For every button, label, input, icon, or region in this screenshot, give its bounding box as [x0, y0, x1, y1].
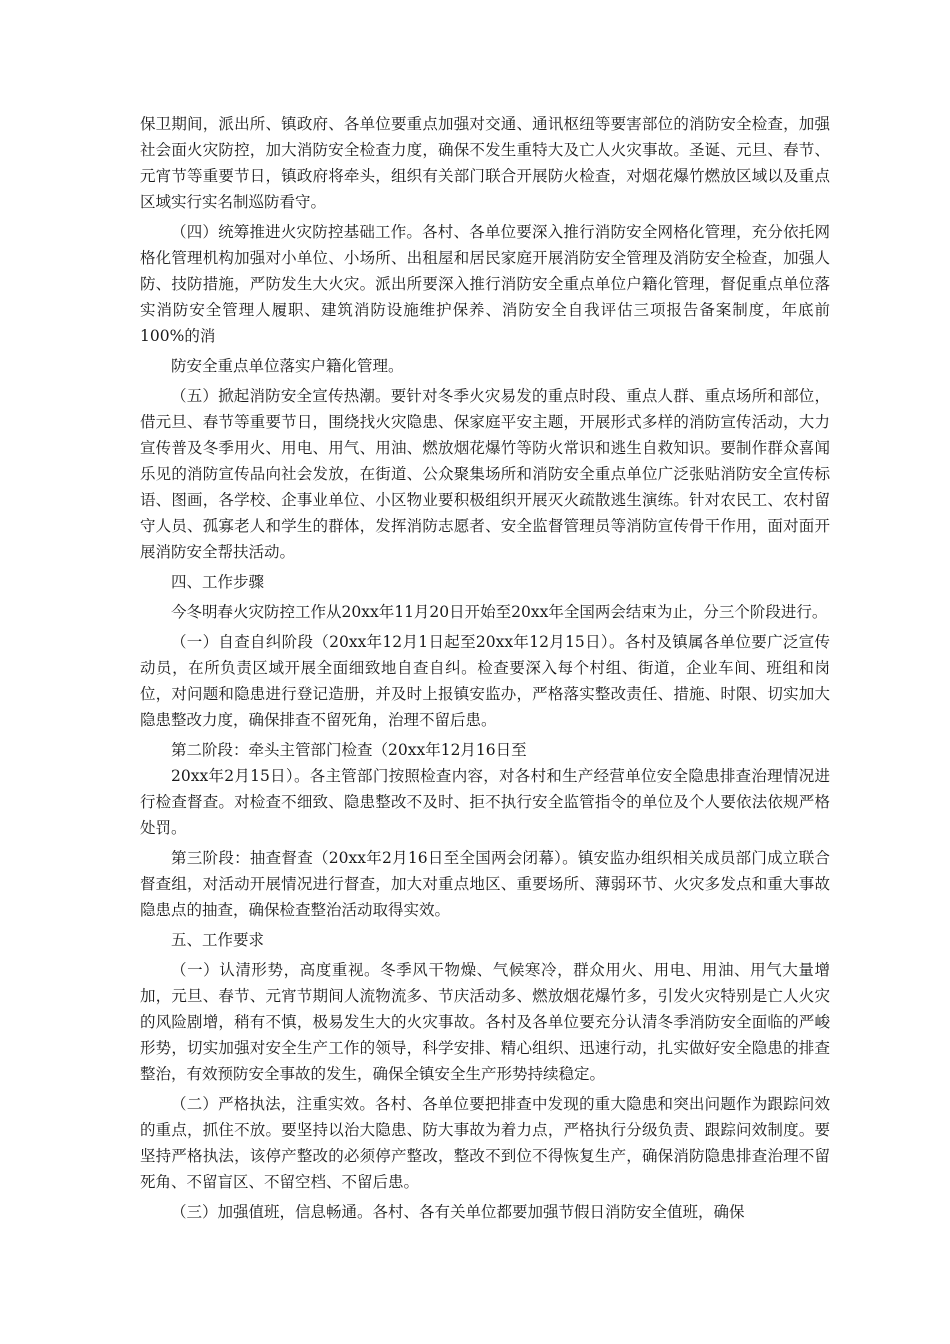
paragraph-requirement-3: （三）加强值班，信息畅通。各村、各有关单位都要加强节假日消防安全值班，确保	[171, 1203, 745, 1221]
paragraph-requirement-2: （二）严格执法，注重实效。各村、各单位要把排查中发现的重大隐患和突出问题作为跟踪问效的重点，抓住不放。要坚持以治大隐患、防大事故为着力点，严格执行分级负责、跟踪问效制度。要坚持严格执法，该停产整改的必须停产整改，整改不到位不得恢复生产，确保消防隐患排查治理不留死角、不留盲区、不留空档、不留后患。	[140, 1095, 830, 1191]
paragraph-stage-2-heading: 第二阶段：牵头主管部门检查（20xx年12月16日至	[171, 741, 527, 759]
paragraph-stage-3: 第三阶段：抽查督查（20xx年2月16日至全国两会闭幕）。镇安监办组织相关成员部门成立联合督查组，对活动开展情况进行督查，加大对重点地区、重要场所、薄弱环节、火灾多发点和重大事故隐患点的抽查，确保检查整治活动取得实效。	[140, 849, 830, 919]
heading-work-steps: 四、工作步骤	[171, 573, 265, 591]
paragraph-stage-1: （一）自查自纠阶段（20xx年12月1日起至20xx年12月15日）。各村及镇属各单位要广泛宣传动员，在所负责区域开展全面细致地自查自纠。检查要深入每个村组、街道，企业车间、班组和岗位，对问题和隐患进行登记造册，并及时上报镇安监办，严格落实整改责任、措施、时限、切实加大隐患整改力度，确保排查不留死角，治理不留后患。	[140, 633, 830, 729]
paragraph-section-4-4: （四）统筹推进火灾防控基础工作。各村、各单位要深入推行消防安全网格化管理，充分依托网格化管理机构加强对小单位、小场所、出租屋和居民家庭开展消防安全管理及消防安全检查，加强人防、技防措施，严防发生大火灾。派出所要深入推行消防安全重点单位户籍化管理，督促重点单位落实消防安全管理人履职、建筑消防设施维护保养、消防安全自我评估三项报告备案制度，年底前100%的消	[140, 223, 830, 345]
paragraph-section-4-5: （五）掀起消防安全宣传热潮。要针对冬季火灾易发的重点时段、重点人群、重点场所和部位，借元旦、春节等重要节日，围绕找火灾隐患、保家庭平安主题，开展形式多样的消防宣传活动，大力宣传普及冬季用火、用电、用气、用油、燃放烟花爆竹等防火常识和逃生自救知识。要制作群众喜闻乐见的消防宣传品向社会发放，在街道、公众聚集场所和消防安全重点单位广泛张贴消防安全宣传标语、图画，各学校、企事业单位、小区物业要积极组织开展灭火疏散逃生演练。针对农民工、农村留守人员、孤寡老人和学生的群体，发挥消防志愿者、安全监督管理员等消防宣传骨干作用，面对面开展消防安全帮扶活动。	[140, 387, 830, 561]
document-page	[140, 111, 830, 1229]
heading-work-requirements: 五、工作要求	[171, 931, 265, 949]
paragraph-requirement-1: （一）认清形势，高度重视。冬季风干物燥、气候寒冷，群众用火、用电、用油、用气大量增加，元旦、春节、元宵节期间人流物流多、节庆活动多、燃放烟花爆竹多，引发火灾特别是亡人火灾的风险剧增，稍有不慎，极易发生大的火灾事故。各村及各单位要充分认清冬季消防安全面临的严峻形势，切实加强对安全生产工作的领导，科学安排、精心组织、迅速行动，扎实做好安全隐患的排查整治，有效预防安全事故的发生，确保全镇安全生产形势持续稳定。	[140, 961, 830, 1083]
paragraph-work-steps-intro: 今冬明春火灾防控工作从20xx年11月20日开始至20xx年全国两会结束为止，分三个阶段进行。	[171, 603, 828, 621]
paragraph-holiday-inspection: 保卫期间，派出所、镇政府、各单位要重点加强对交通、通讯枢纽等要害部位的消防安全检查，加强社会面火灾防控，加大消防安全检查力度，确保不发生重特大及亡人火灾事故。圣诞、元旦、春节、元宵节等重要节日，镇政府将牵头，组织有关部门联合开展防火检查，对烟花爆竹燃放区域以及重点区域实行实名制巡防看守。	[140, 115, 830, 211]
paragraph-stage-2-body: 20xx年2月15日）。各主管部门按照检查内容，对各村和生产经营单位安全隐患排查治理情况进行检查督查。对检查不细致、隐患整改不及时、拒不执行安全监管指令的单位及个人要依法依规严格处罚。	[140, 767, 830, 837]
paragraph-section-4-4-continued: 防安全重点单位落实户籍化管理。	[171, 357, 404, 375]
